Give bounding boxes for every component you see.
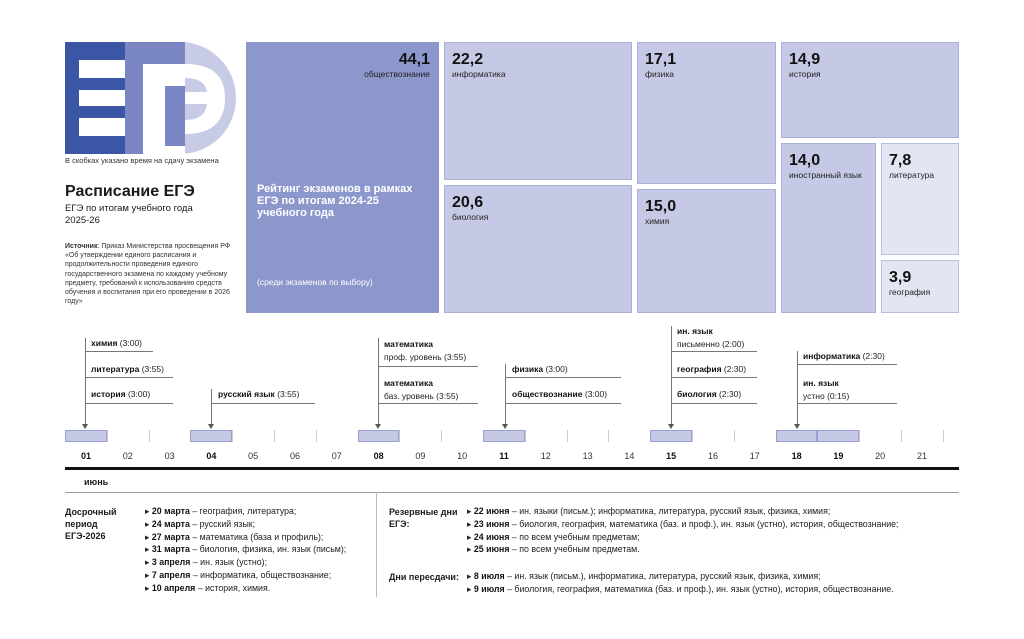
rating-tile-literature: 7,8 литература: [881, 143, 959, 255]
schedule-subjects: – по всем учебным предметам;: [509, 531, 640, 542]
bullet-icon: ▸: [145, 569, 152, 580]
day-tick: [149, 430, 150, 442]
rating-tile-physics: 17,1 физика: [637, 42, 776, 184]
schedule-date: 9 июля: [473, 583, 505, 594]
schedule-item: [467, 543, 898, 556]
retake-heading: Дни пересдачи:: [389, 572, 459, 582]
day-label: 15: [666, 451, 677, 461]
rating-tile-social: 44,1 обществознание Рейтинг экзаменов в рамках ЕГЭ по итогам 2024-25 учебного года (среди экзаменов по выбору): [246, 42, 439, 313]
bullet-icon: ▸: [467, 571, 474, 581]
day-label: 18: [791, 451, 802, 461]
event-arrow: [502, 424, 508, 429]
exam-day-bar: [817, 430, 859, 442]
day-tick: [232, 430, 233, 442]
bullet-icon: ▸: [145, 518, 152, 529]
schedule-date: 22 июня: [473, 506, 510, 516]
day-label: 13: [582, 451, 593, 461]
day-label: 08: [373, 451, 384, 461]
schedule-date: 23 июня: [473, 518, 510, 529]
day-label: 09: [415, 451, 426, 461]
rating-tile-informatics: 22,2 информатика: [444, 42, 632, 180]
bullet-icon: ▸: [145, 557, 152, 568]
schedule-date: 8 июля: [473, 571, 505, 581]
schedule-subjects: – биология, география, математика (баз. и проф.), ин. язык (устно), история, обществознание.: [504, 583, 894, 594]
bullet-icon: ▸: [145, 544, 152, 555]
early-list: [145, 505, 346, 595]
exam-day-bar: [483, 430, 525, 442]
retake-list: [467, 570, 894, 596]
schedule-date: 10 апреля: [151, 582, 196, 593]
event-social: обществознание (3:00): [512, 389, 608, 399]
day-label: 06: [289, 451, 300, 461]
tagline: В скобках указано время на сдачу экзамена: [65, 156, 219, 165]
bullet-icon: ▸: [467, 544, 474, 555]
day-tick: [316, 430, 317, 442]
day-label: 02: [122, 451, 133, 461]
page-subtitle: ЕГЭ по итогам учебного года 2025-26: [65, 203, 193, 226]
schedule-subjects: – информатика, обществознание;: [190, 569, 332, 580]
schedule-item: [467, 570, 894, 583]
event-biology: биология (2:30): [677, 389, 742, 399]
day-label: 11: [499, 451, 509, 461]
event-informatics: информатика (2:30): [803, 351, 885, 361]
exam-day-bar: [650, 430, 692, 442]
schedule-item: [145, 543, 346, 556]
bullet-icon: ▸: [145, 531, 152, 542]
schedule-item: [467, 583, 894, 596]
day-tick: [274, 430, 275, 442]
day-tick: [608, 430, 609, 442]
event-russian: русский язык (3:55): [218, 389, 300, 399]
event-arrow: [668, 424, 674, 429]
schedule-subjects: – ин. язык (устно);: [190, 557, 268, 568]
day-label: 04: [206, 451, 217, 461]
rating-note: (среди экзаменов по выбору): [257, 277, 373, 287]
day-label: 03: [164, 451, 175, 461]
day-tick: [567, 430, 568, 442]
bullet-icon: ▸: [467, 506, 474, 516]
day-tick: [399, 430, 400, 442]
event-arrow: [794, 424, 800, 429]
early-heading: Досрочный период ЕГЭ-2026: [65, 507, 117, 541]
schedule-date: 27 марта: [151, 531, 190, 542]
event-geography: география (2:30): [677, 364, 747, 374]
schedule-date: 31 марта: [151, 544, 190, 555]
day-tick: [901, 430, 902, 442]
schedule-item: [467, 505, 898, 518]
event-arrow: [208, 424, 214, 429]
day-label: 16: [707, 451, 718, 461]
reserve-list: [467, 505, 898, 556]
event-arrow: [82, 424, 88, 429]
exam-day-bar: [776, 430, 818, 442]
bullet-icon: ▸: [145, 582, 152, 593]
day-label: 12: [540, 451, 551, 461]
page-title: Расписание ЕГЭ: [65, 183, 195, 200]
divider: [376, 492, 377, 597]
reserve-heading: Резервные дни ЕГЭ:: [389, 507, 458, 529]
event-math-prof: математика проф. уровень (3:55): [384, 339, 467, 362]
timeline-axis: [65, 467, 959, 470]
schedule-date: 7 апреля: [151, 569, 191, 580]
bullet-icon: ▸: [467, 531, 474, 542]
divider: [65, 492, 959, 493]
schedule-subjects: – биология, география, математика (баз. и проф.), ин. язык (устно), история, обществознание;: [509, 518, 899, 529]
bullet-icon: ▸: [467, 583, 474, 594]
schedule-subjects: – биология, физика, ин. язык (письм);: [189, 544, 347, 555]
source-note: Источник: Приказ Министерства просвещения РФ «Об утверждении единого расписания и продолжительности проведения единого государственного экзамена по каждому учебному предмету, требований к использованию средств обучения и воспитания при его проведении в 2026 году»: [65, 243, 231, 306]
schedule-date: 20 марта: [151, 506, 190, 516]
event-literature: литература (3:55): [91, 364, 164, 374]
schedule-subjects: – ин. язык (письм.), информатика, литература, русский язык, физика, химия;: [504, 571, 821, 581]
rating-tile-geography: 3,9 география: [881, 260, 959, 313]
day-tick: [943, 430, 944, 442]
event-physics: физика (3:00): [512, 364, 568, 374]
exam-day-bar: [190, 430, 232, 442]
schedule-item: [145, 556, 346, 569]
schedule-item: [467, 518, 898, 531]
schedule-date: 24 марта: [151, 518, 190, 529]
day-tick: [441, 430, 442, 442]
day-label: 07: [331, 451, 342, 461]
rating-tile-foreign-language: 14,0 иностранный язык: [781, 143, 876, 313]
exam-day-bar: [358, 430, 400, 442]
day-label: 17: [749, 451, 760, 461]
schedule-date: 25 июня: [473, 544, 510, 555]
schedule-subjects: – по всем учебным предметам.: [509, 544, 640, 555]
schedule-item: [145, 582, 346, 595]
event-math-base: математика баз. уровень (3:55): [384, 378, 459, 401]
schedule-item: [145, 531, 346, 544]
day-label: 21: [916, 451, 927, 461]
bullet-icon: ▸: [145, 506, 152, 516]
day-label: 19: [833, 451, 844, 461]
schedule-item: [145, 505, 346, 518]
schedule-item: [467, 531, 898, 544]
day-label: 14: [624, 451, 635, 461]
day-tick: [525, 430, 526, 442]
schedule-date: 24 июня: [473, 531, 510, 542]
schedule-subjects: – история, химия.: [195, 582, 271, 593]
event-foreign-oral: ин. язык устно (0:15): [803, 378, 850, 401]
ege-logo: [65, 42, 240, 154]
exam-day-bar: [65, 430, 107, 442]
event-history: история (3:00): [91, 389, 151, 399]
bullet-icon: ▸: [467, 518, 474, 529]
event-chemistry: химия (3:00): [91, 338, 143, 348]
schedule-subjects: – русский язык;: [189, 518, 256, 529]
day-tick: [107, 430, 108, 442]
event-arrow: [375, 424, 381, 429]
day-tick: [734, 430, 735, 442]
rating-tile-chemistry: 15,0 химия: [637, 189, 776, 313]
day-label: 20: [875, 451, 886, 461]
rating-tile-history: 14,9 история: [781, 42, 959, 138]
day-tick: [692, 430, 693, 442]
schedule-date: 3 апреля: [151, 557, 191, 568]
schedule-subjects: – география, литература;: [189, 506, 297, 516]
day-label: 01: [80, 451, 91, 461]
schedule-item: [145, 518, 346, 531]
schedule-item: [145, 569, 346, 582]
day-label: 05: [248, 451, 259, 461]
rating-title: Рейтинг экзаменов в рамках ЕГЭ по итогам 2024-25 учебного года: [257, 183, 413, 219]
day-tick: [859, 430, 860, 442]
day-label: 10: [457, 451, 468, 461]
event-foreign-written: ин. язык письменно (2:00): [677, 326, 745, 349]
month-label: июнь: [84, 477, 109, 487]
schedule-subjects: – ин. языки (письм.); информатика, литература, русский язык, физика, химия;: [509, 506, 831, 516]
rating-tile-biology: 20,6 биология: [444, 185, 632, 313]
schedule-subjects: – математика (база и профиль);: [189, 531, 324, 542]
